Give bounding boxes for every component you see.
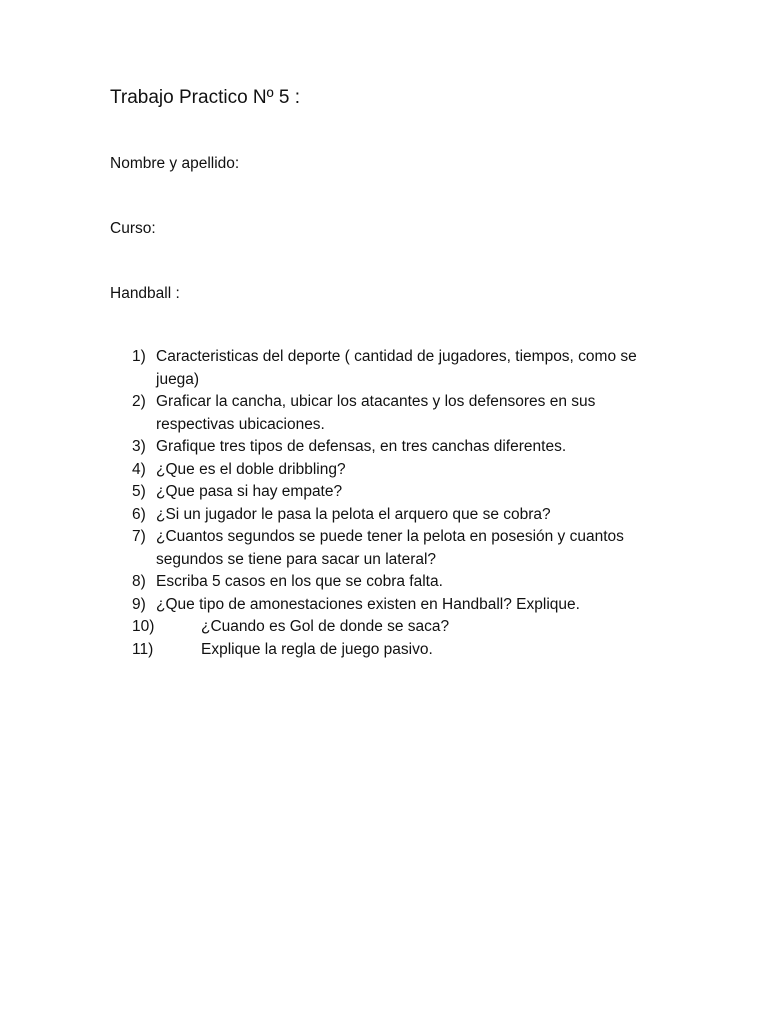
question-number: 4)	[132, 460, 146, 478]
question-number: 10)	[132, 618, 155, 635]
question-text: Grafique tres tipos de defensas, en tres canchas diferentes.	[156, 438, 567, 455]
question-text: Caracteristicas del deporte ( cantidad de jugadores, tiempos, como se juega)	[156, 348, 637, 388]
question-item-9	[110, 594, 670, 617]
question-number: 5)	[132, 483, 146, 500]
question-item-11	[110, 639, 670, 662]
name-label: Nombre y apellido:	[110, 155, 240, 172]
question-text: Explique la regla de juego pasivo.	[201, 640, 433, 658]
question-number: 2)	[132, 393, 146, 410]
question-item-8	[110, 571, 670, 594]
course-label: Curso:	[110, 220, 156, 237]
question-item-4	[110, 459, 670, 482]
question-text: ¿Si un jugador le pasa la pelota el arquero que se cobra?	[156, 505, 551, 523]
question-item-1	[110, 346, 670, 391]
question-item-7	[110, 526, 670, 571]
question-number: 6)	[132, 505, 146, 523]
question-item-5	[110, 481, 670, 504]
question-text: ¿Cuantos segundos se puede tener la pelota en posesión y cuantos segundos se tiene para sacar un lateral?	[156, 528, 624, 568]
question-number: 3)	[132, 438, 146, 455]
question-item-10	[110, 616, 670, 639]
question-item-3	[110, 436, 670, 459]
question-text: ¿Que pasa si hay empate?	[156, 483, 343, 500]
question-number: 9)	[132, 595, 146, 613]
topic-label: Handball :	[110, 285, 180, 302]
question-list	[110, 346, 670, 661]
question-text: ¿Que es el doble dribbling?	[156, 460, 346, 478]
page-title: Trabajo Practico Nº 5 :	[110, 87, 300, 108]
question-text: ¿Que tipo de amonestaciones existen en Handball? Explique.	[156, 595, 580, 613]
question-item-6	[110, 504, 670, 527]
question-number: 1)	[132, 348, 146, 365]
question-number: 8)	[132, 573, 146, 590]
question-text: ¿Cuando es Gol de donde se saca?	[201, 618, 450, 635]
question-number: 7)	[132, 528, 146, 545]
question-text: Graficar la cancha, ubicar los atacantes y los defensores en sus respectivas ubicaciones.	[156, 393, 596, 433]
question-number: 11)	[132, 640, 154, 658]
question-text: Escriba 5 casos en los que se cobra falta.	[156, 573, 443, 590]
question-item-2	[110, 391, 670, 436]
